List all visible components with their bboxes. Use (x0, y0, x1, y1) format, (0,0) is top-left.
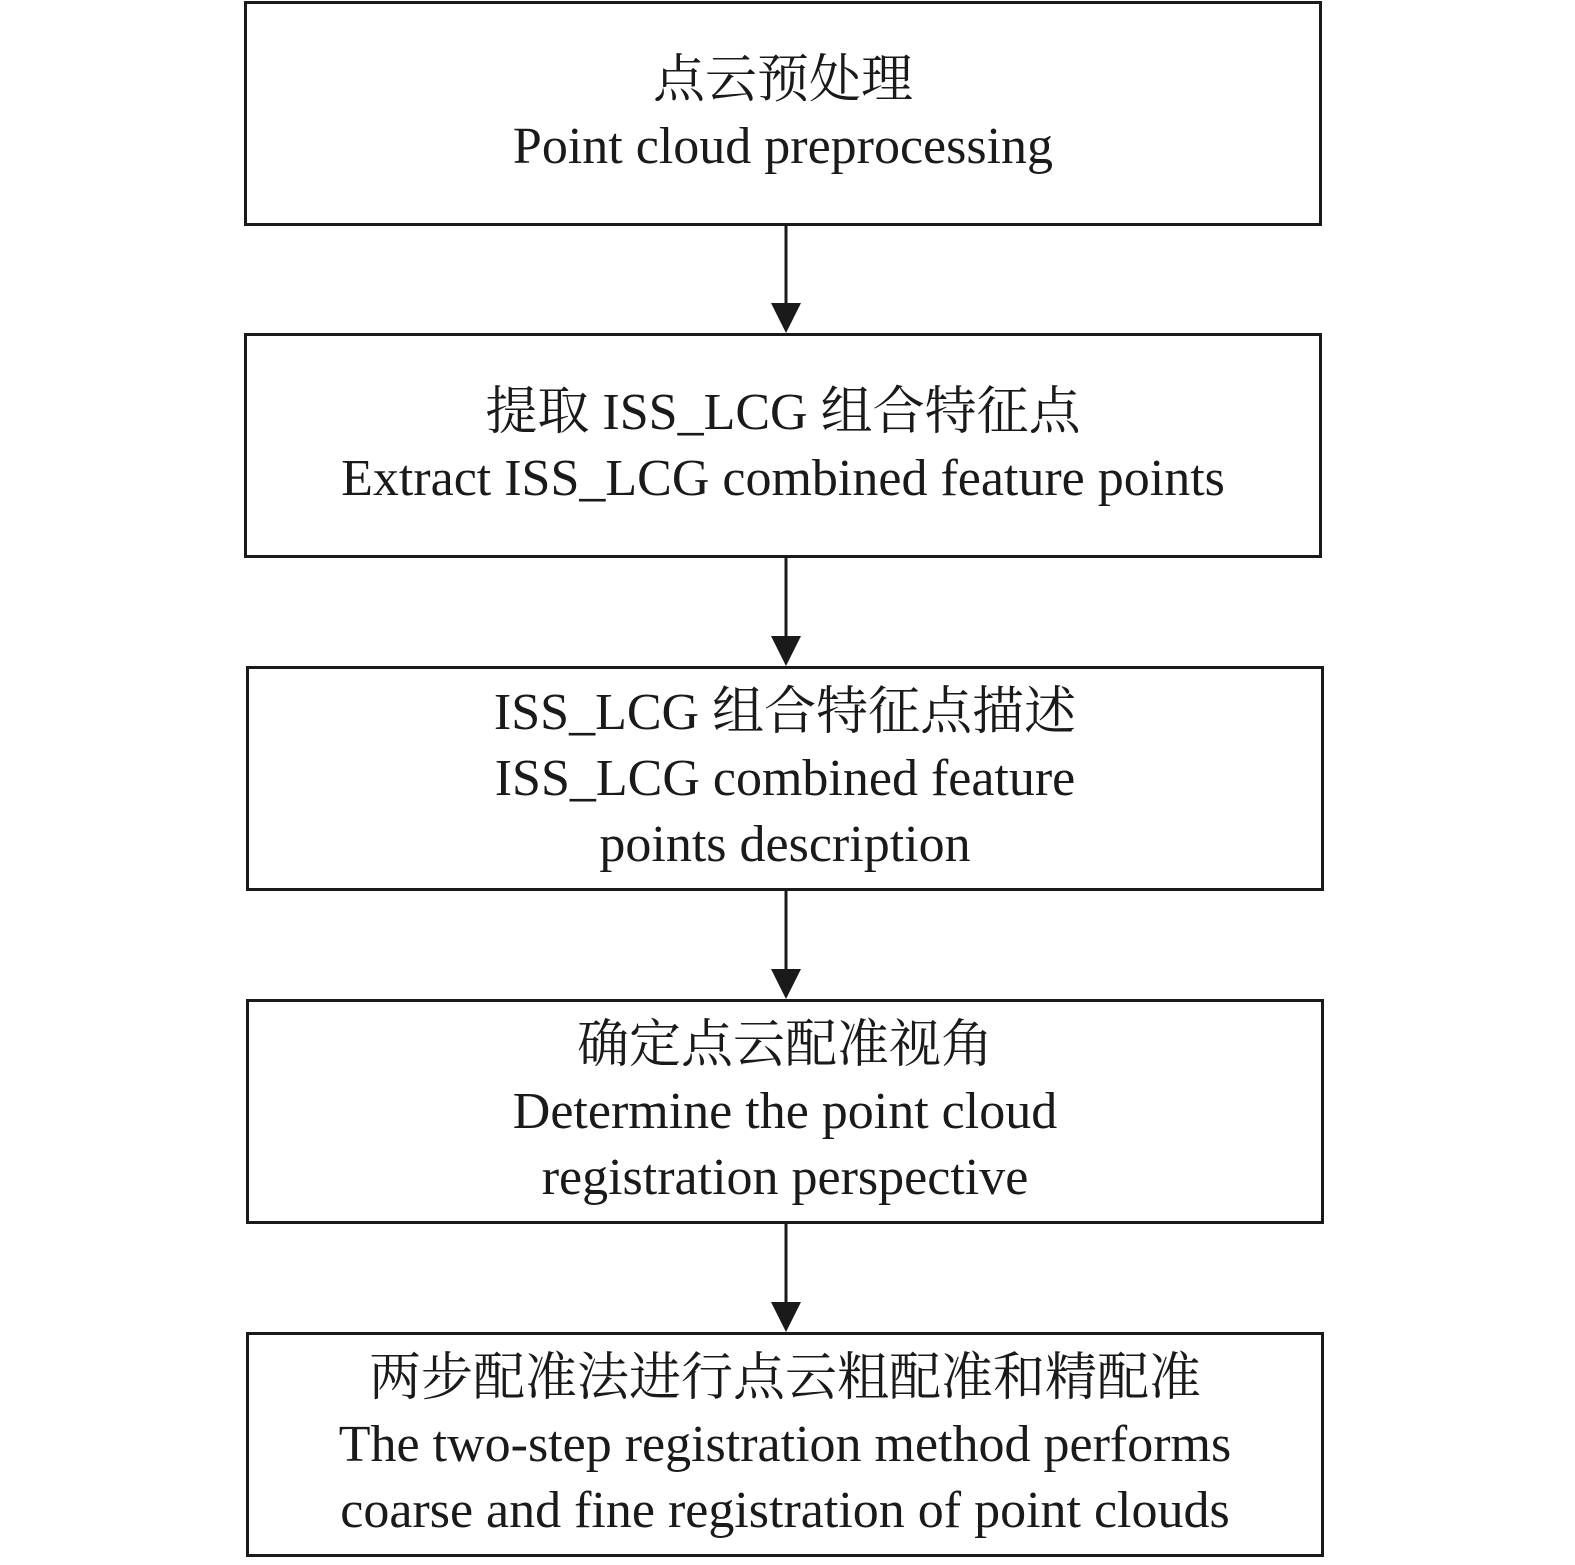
step-3-title-zh: ISS_LCG 组合特征点描述 (493, 683, 1077, 741)
step-2-title-zh: 提取 ISS_LCG 组合特征点 (485, 383, 1081, 441)
step-1-title-zh: 点云预处理 (652, 51, 913, 109)
step-1-title-en: Point cloud preprocessing (512, 117, 1054, 175)
step-4-title-en-line-1: Determine the point cloud (512, 1082, 1058, 1140)
step-box-feature-description (246, 666, 1324, 891)
step-2-title-en: Extract ISS_LCG combined feature points (341, 449, 1225, 507)
step-box-extract-features (244, 333, 1322, 558)
arrow-2-to-3 (771, 558, 801, 666)
step-box-registration-perspective (246, 999, 1324, 1224)
step-4-title-en-line-2: registration perspective (541, 1148, 1029, 1206)
step-box-two-step-registration (246, 1332, 1324, 1557)
arrow-4-to-5 (771, 1224, 801, 1332)
arrow-2-to-3-head-icon (771, 636, 801, 666)
step-5-title-en-line-2: coarse and fine registration of point clouds (340, 1481, 1230, 1539)
arrow-3-to-4 (771, 891, 801, 999)
step-5-title-zh: 两步配准法进行点云粗配准和精配准 (368, 1349, 1201, 1407)
step-5-title-en-line-1: The two-step registration method performs (338, 1415, 1232, 1473)
arrow-1-to-2 (771, 226, 801, 333)
step-box-preprocessing (244, 1, 1322, 226)
arrow-3-to-4-head-icon (771, 969, 801, 999)
arrow-1-to-2-head-icon (771, 303, 801, 333)
step-3-title-en-line-2: points description (599, 815, 971, 873)
arrow-4-to-5-head-icon (771, 1302, 801, 1332)
step-4-title-zh: 确定点云配准视角 (576, 1016, 993, 1074)
step-3-title-en-line-1: ISS_LCG combined feature (494, 749, 1076, 807)
